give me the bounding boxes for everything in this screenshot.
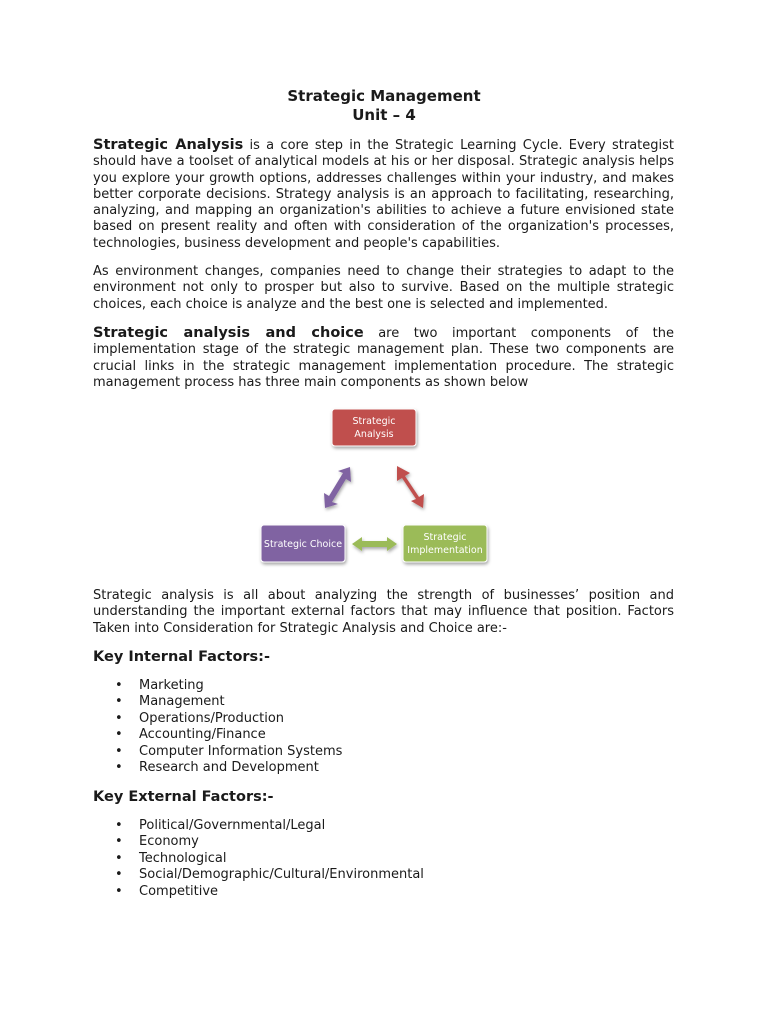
list-item: • Computer Information Systems [93, 744, 342, 760]
external-factors-heading: Key External Factors:- [93, 789, 274, 805]
list-item: • Political/Governmental/Legal [93, 818, 424, 834]
document-title: Strategic Management [287, 87, 481, 105]
list-item: • Economy [93, 834, 424, 850]
arrow-choice-implementation [352, 537, 397, 551]
strategic-choice-box [261, 525, 345, 562]
list-item: • Marketing [93, 678, 342, 694]
strategic-implementation-box [403, 525, 487, 562]
list-item: • Social/Demographic/Cultural/Environmental [93, 867, 424, 883]
list-item: • Management [93, 694, 342, 710]
list-item: • Research and Development [93, 760, 342, 776]
strategic-analysis-line1: Strategic [352, 416, 396, 427]
list-item: • Operations/Production [93, 711, 342, 727]
strategic-implementation-line2: Implementation [407, 545, 483, 556]
paragraph-text: is a core step in the Strategic Learning Cycle. Every strategist should have a toolset of analytical models at his or her disposal. Strategic analysis helps you explore your growth options, addresses challenges within your industry, and makes better corporate decisions. Strategy analysis is an approach to facilitating, researching, analyzing, and mapping an organization's abilities to achieve a future envisioned state based on present reality and often with consideration of the organization's processes, technologies, business development and people's capabilities. [93, 138, 674, 251]
arrow-choice-analysis [324, 467, 351, 508]
internal-factors-heading: Key Internal Factors:- [93, 649, 271, 665]
paragraph-factors-intro: Strategic analysis is all about analyzing the strength of businesses’ position and understanding the important external factors that may influence that position. Factors Taken into Consideration for Strategic Analysis and Choice are:- [93, 588, 674, 636]
list-item: • Technological [93, 851, 424, 867]
paragraph-lead: Strategic analysis and choice [93, 325, 364, 341]
strategic-implementation-shape [403, 525, 487, 562]
external-factors-list [93, 818, 424, 900]
arrow-analysis-implementation [397, 466, 424, 508]
list-item: • Accounting/Finance [93, 727, 342, 743]
strategic-analysis-line2: Analysis [354, 429, 394, 440]
strategic-analysis-box [332, 409, 416, 446]
strategic-analysis-shape [332, 409, 416, 446]
list-item: • Competitive [93, 884, 424, 900]
paragraph-environment: As environment changes, companies need to change their strategies to adapt to the environment not only to prosper but also to survive. Based on the multiple strategic choices, each choice is analyze and the best one is selected and implemented. [93, 264, 674, 312]
paragraph-lead: Strategic Analysis [93, 137, 244, 153]
internal-factors-list [93, 678, 342, 776]
unit-label: Unit – 4 [352, 106, 416, 124]
strategic-implementation-line1: Strategic [423, 532, 467, 543]
strategic-choice-label: Strategic Choice [263, 539, 343, 550]
paragraph-text: are two important components of the implementation stage of the strategic management plan. These two components are crucial links in the strategic management implementation procedure. The strategic management process has three main components as shown below [93, 326, 674, 390]
